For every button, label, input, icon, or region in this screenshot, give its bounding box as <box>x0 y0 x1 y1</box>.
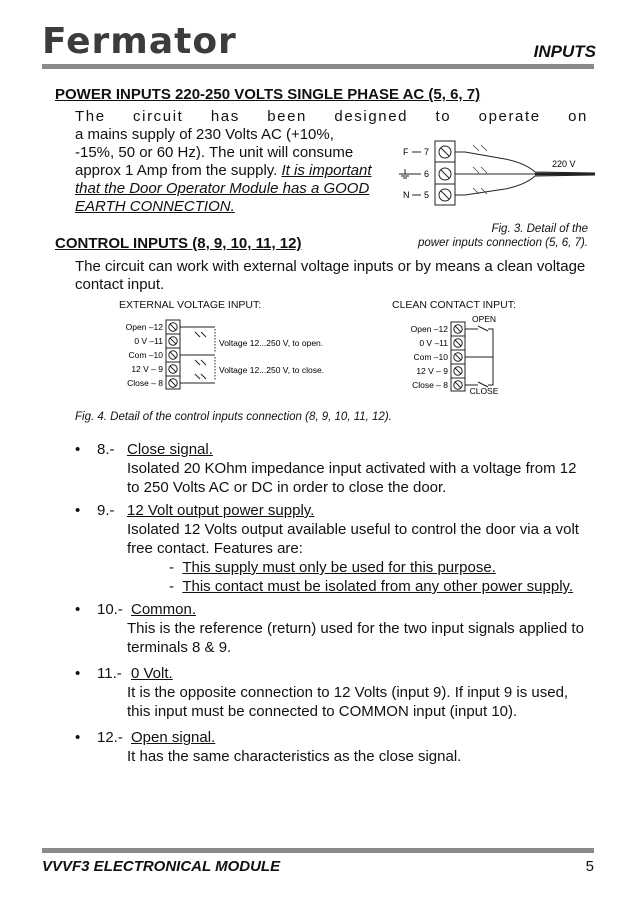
header-rule <box>42 64 594 69</box>
figure-3-caption <box>418 222 588 250</box>
dash-marker: - <box>169 559 174 576</box>
terminal-label: 12 V – 9 <box>131 364 163 374</box>
terminal-label: Open –12 <box>125 322 163 332</box>
terminal-label: Open –12 <box>410 324 448 334</box>
section-title: INPUTS <box>533 42 596 61</box>
item-title: Open signal. <box>131 729 216 746</box>
external-voltage-title: EXTERNAL VOLTAGE INPUT: <box>119 299 262 311</box>
dash-marker: - <box>169 578 174 595</box>
power-text-line-6: EARTH CONNECTION. <box>75 198 235 215</box>
item-title: 0 Volt. <box>131 665 173 682</box>
power-inputs-diagram <box>395 137 595 209</box>
figure-3-caption-line-1: Fig. 3. Detail of the <box>491 223 588 235</box>
terminal-label: 12 V – 9 <box>416 366 448 376</box>
voltage-close-label: Voltage 12...250 V, to close. <box>219 365 325 375</box>
bullet-icon: • <box>75 441 81 458</box>
item-description <box>127 459 589 497</box>
power-text-line-4b: It is important <box>281 162 372 179</box>
clean-contact-diagram <box>398 312 548 396</box>
item-number: 12.- <box>97 729 123 746</box>
item-number: 10.- <box>97 601 123 618</box>
item-description-line: This is the reference (return) used for the two input signals applied to <box>127 620 584 637</box>
item-description-line: terminals 8 & 9. <box>127 639 232 656</box>
list-item <box>75 440 595 496</box>
sub-item-text: This contact must be isolated from any other power supply. <box>182 578 574 595</box>
close-label: CLOSE <box>469 386 499 396</box>
bullet-icon: • <box>75 729 81 746</box>
terminal-7-label: 7 <box>424 147 430 157</box>
item-description <box>127 520 589 596</box>
terminal-label: 0 V –11 <box>419 338 448 348</box>
item-description-line: to 250 Volts AC or DC in order to close the door. <box>127 479 447 496</box>
brand-logo: Fermator <box>42 21 237 62</box>
item-title: 12 Volt output power supply. <box>127 502 315 519</box>
item-description-line: It is the opposite connection to 12 Volts (input 9). If input 9 is used, <box>127 684 569 701</box>
footer-rule <box>42 848 594 853</box>
item-description-line: Isolated 20 KOhm impedance input activated with a voltage from 12 <box>127 460 577 477</box>
item-description <box>127 619 589 657</box>
power-inputs-heading: POWER INPUTS 220-250 VOLTS SINGLE PHASE AC (5, 6, 7) <box>55 86 481 103</box>
terminal-label: Com –10 <box>128 350 163 360</box>
item-description <box>127 747 589 766</box>
terminal-label: 0 V –11 <box>134 336 163 346</box>
sub-item <box>127 558 589 577</box>
list-item <box>75 728 595 768</box>
list-item <box>75 501 595 595</box>
item-description-line: Isolated 12 Volts output available useful to control the door via a volt <box>127 521 579 538</box>
power-text-line-4 <box>75 162 372 180</box>
power-text-line-4a: approx 1 Amp from the supply. <box>75 162 282 179</box>
control-inputs-heading: CONTROL INPUTS (8, 9, 10, 11, 12) <box>55 235 302 252</box>
item-title: Common. <box>131 601 197 618</box>
list-item <box>75 600 595 660</box>
figure-3-caption-line-2: power inputs connection (5, 6, 7). <box>417 237 588 249</box>
label-f: F <box>403 147 409 157</box>
bullet-icon: • <box>75 601 81 618</box>
external-voltage-diagram <box>115 318 345 390</box>
close-contact-wire <box>465 357 493 387</box>
power-text-line-3: -15%, 50 or 60 Hz). The unit will consume <box>75 144 354 161</box>
item-number: 8.- <box>97 441 115 458</box>
item-number: 9.- <box>97 502 115 519</box>
cable-line-5 <box>455 175 595 195</box>
control-text-line-2: contact input. <box>75 276 165 293</box>
voltage-open-label: Voltage 12...250 V, to open. <box>219 338 324 348</box>
item-description-line: It has the same characteristics as the close signal. <box>127 748 462 765</box>
item-description-line: free contact. Features are: <box>127 540 303 557</box>
earth-icon <box>399 169 411 178</box>
item-number: 11.- <box>97 665 122 682</box>
list-item <box>75 664 595 724</box>
bullet-icon: • <box>75 502 81 519</box>
terminal-6-label: 6 <box>424 169 430 179</box>
item-description <box>127 683 589 721</box>
power-text-line-2: a mains supply of 230 Volts AC (+10%, <box>75 126 334 143</box>
power-text-line-5: that the Door Operator Module has a GOOD <box>75 180 370 197</box>
open-contact-wire <box>465 326 493 357</box>
footer-title: VVVF3 ELECTRONICAL MODULE <box>42 858 281 875</box>
control-text-line-1: The circuit can work with external voltage inputs or by means a clean voltage <box>75 258 586 275</box>
page-number: 5 <box>585 858 594 875</box>
terminal-label: Com –10 <box>413 352 448 362</box>
label-n: N <box>403 190 410 200</box>
terminal-5-label: 5 <box>424 190 430 200</box>
item-title: Close signal. <box>127 441 213 458</box>
voltage-label: 220 V <box>552 159 576 169</box>
sub-item <box>127 577 589 596</box>
sub-item-text: This supply must only be used for this purpose. <box>182 559 496 576</box>
clean-contact-title: CLEAN CONTACT INPUT: <box>392 299 516 311</box>
item-description-line: this input must be connected to COMMON input (input 10). <box>127 703 518 720</box>
power-text-line-1: The circuit has been designed to operate on <box>75 108 588 125</box>
open-label: OPEN <box>471 314 497 324</box>
wire-breaks <box>473 145 487 194</box>
terminal-label: Close – 8 <box>127 378 163 388</box>
bullet-icon: • <box>75 665 81 682</box>
figure-4-caption: Fig. 4. Detail of the control inputs connection (8, 9, 10, 11, 12). <box>75 411 392 423</box>
terminal-label: Close – 8 <box>412 380 448 390</box>
